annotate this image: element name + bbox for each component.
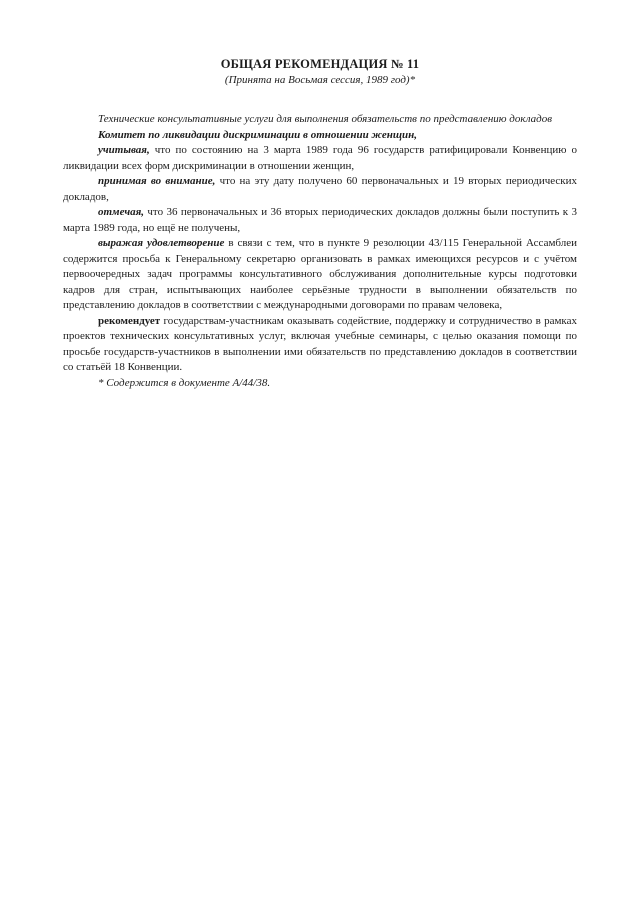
document-title: ОБЩАЯ РЕКОМЕНДАЦИЯ № 11 <box>220 57 420 71</box>
footnote: * Содержится в документе А/44/38. <box>98 376 271 389</box>
paragraph-text: что на эту дату получено 60 первоначальных и 19 вторых периодических докладов, <box>63 175 578 203</box>
paragraph-text: что 36 первоначальных и 36 вторых периодических докладов должны были поступить к 3 марта 1989 года, но ещё не получены, <box>63 206 577 234</box>
paragraph-lead: учитывая, <box>98 144 150 156</box>
paragraph-lead: выражая удовлетворение <box>98 237 225 249</box>
paragraph-text: что по состоянию на 3 марта 1989 года 96 государств ратифицировали Конвенцию о ликвидации всех форм дискриминации в отношении женщин, <box>63 144 577 172</box>
paragraph-recommends <box>63 314 577 376</box>
document-subtitle: (Принята на Восьмая сессия, 1989 год)* <box>224 73 416 86</box>
document-subject-line: Технические консультативные услуги для выполнения обязательств по представлению докладов <box>98 113 552 125</box>
paragraph-text: государствам-участникам оказывать содействие, поддержку и сотрудничество в рамках проектов технических консультативных услуг, включая учебные семинары, с целью оказания помощи по просьбе государств-участников в выполнении ими обязательств по представлению докладов в соответствии со статьёй 18 Конвенции. <box>63 314 577 373</box>
paragraph-lead: отмечая, <box>98 206 145 218</box>
preamble-section <box>63 143 577 314</box>
paragraph-lead: рекомендует <box>98 314 161 327</box>
paragraph-welcoming <box>63 236 577 314</box>
paragraph-lead: принимая во внимание, <box>98 175 216 187</box>
paragraph-text: в связи с тем, что в пункте 9 резолюции 43/115 Генеральной Ассамблеи содержится просьба к Генеральному секретарю организовать в рамках имеющихся ресурсов и с учётом первоочередных задач программы консультативного обслуживания дополнительные курсы подготовки кадров для стран, испытывающих наиболее серьёзные трудности в выполнении обязательств по представлению докладов в соответствии с международными договорами по правам человека, <box>63 237 577 311</box>
paragraph-taking-into-account <box>63 174 577 205</box>
paragraph-noting <box>63 205 577 236</box>
paragraph-considering <box>63 143 577 174</box>
committee-line: Комитет по ликвидации дискриминации в отношении женщин, <box>98 128 417 141</box>
